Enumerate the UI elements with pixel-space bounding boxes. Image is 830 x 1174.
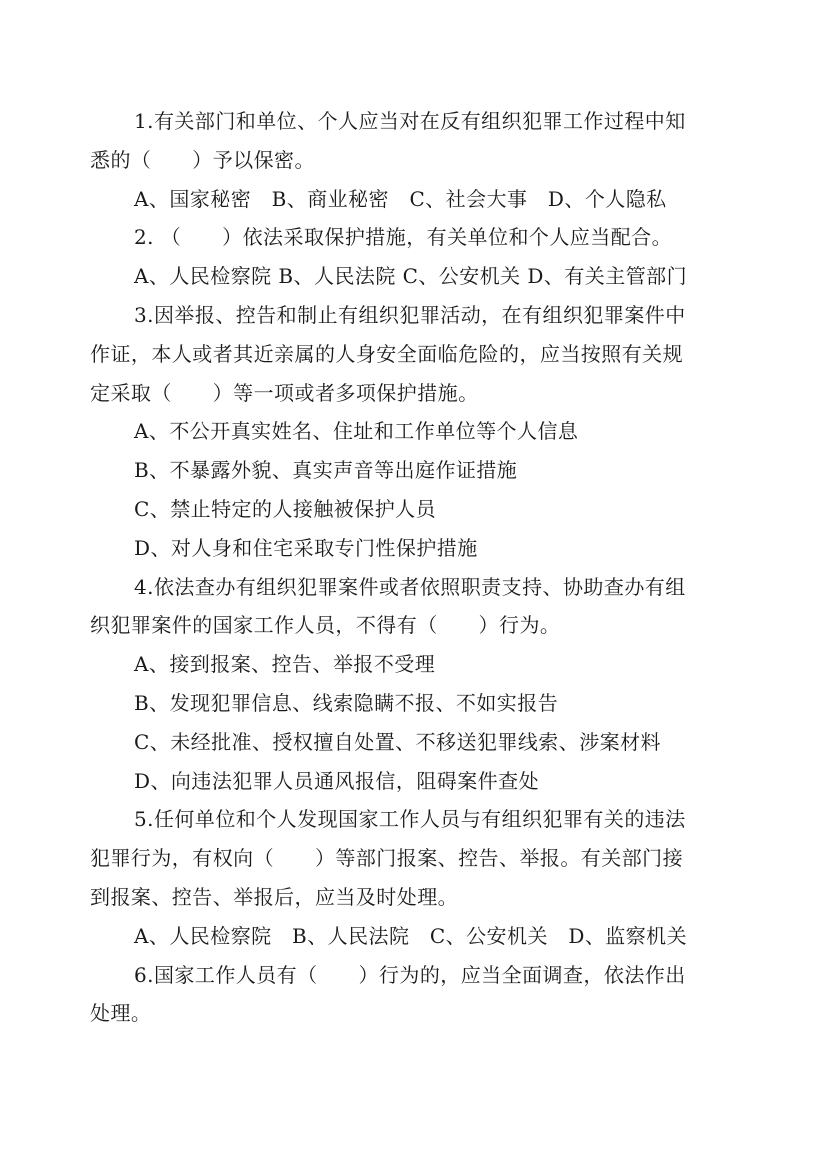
q2-stem: 2. （ ）依法采取保护措施，有关单位和个人应当配合。: [134, 225, 673, 250]
q3-option-c: C、禁止特定的人接触被保护人员: [134, 496, 437, 521]
q3-stem-line-2: 作证，本人或者其近亲属的人身安全面临危险的，应当按照有关规: [90, 341, 684, 366]
q4-option-d: D、向违法犯罪人员通风报信，阻碍案件查处: [134, 768, 540, 793]
q4-stem-line-1: 4.依法查办有组织犯罪案件或者依照职责支持、协助查办有组: [134, 574, 686, 599]
q1-options: A、国家秘密 B、商业秘密 C、社会大事 D、个人隐私: [134, 186, 667, 211]
q3-stem-line-3: 定采取（ ）等一项或者多项保护措施。: [90, 380, 479, 405]
q1-stem-line-2: 悉的（ ）予以保密。: [90, 147, 315, 172]
q5-stem-line-1: 5.任何单位和个人发现国家工作人员与有组织犯罪有关的违法: [134, 807, 686, 832]
q3-option-d: D、对人身和住宅采取专门性保护措施: [134, 535, 478, 560]
q6-stem-line-2: 处理。: [90, 1001, 152, 1026]
q2-options: A、人民检察院 B、人民法院 C、公安机关 D、有关主管部门: [134, 264, 688, 289]
q3-stem-line-1: 3.因举报、控告和制止有组织犯罪活动，在有组织犯罪案件中: [134, 302, 686, 327]
q4-option-b: B、发现犯罪信息、线索隐瞒不报、不如实报告: [134, 690, 559, 715]
q4-option-c: C、未经批准、授权擅自处置、不移送犯罪线索、涉案材料: [134, 729, 662, 754]
q4-option-a: A、接到报案、控告、举报不受理: [134, 652, 436, 677]
q5-options: A、人民检察院 B、人民法院 C、公安机关 D、监察机关: [134, 923, 688, 948]
q6-stem-line-1: 6.国家工作人员有（ ）行为的，应当全面调查，依法作出: [134, 962, 686, 987]
q5-stem-line-3: 到报案、控告、举报后，应当及时处理。: [90, 884, 459, 909]
q5-stem-line-2: 犯罪行为，有权向（ ）等部门报案、控告、举报。有关部门接: [90, 846, 684, 871]
q1-stem-line-1: 1.有关部门和单位、个人应当对在反有组织犯罪工作过程中知: [134, 109, 686, 133]
q4-stem-line-2: 织犯罪案件的国家工作人员，不得有（ ）行为。: [90, 613, 561, 638]
q3-option-a: A、不公开真实姓名、住址和工作单位等个人信息: [134, 419, 579, 444]
document-body: [90, 102, 750, 1033]
q3-option-b: B、不暴露外貌、真实声音等出庭作证措施: [134, 458, 518, 483]
